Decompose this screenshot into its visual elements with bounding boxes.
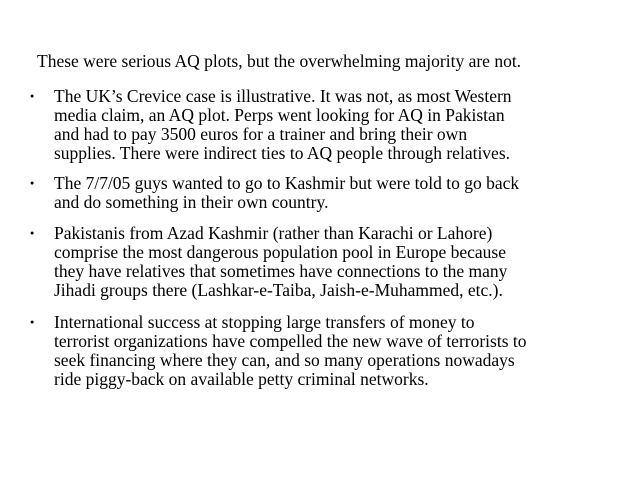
- bullet-line: and had to pay 3500 euros for a trainer and bring their own: [54, 124, 468, 144]
- bullet-line: seek financing where they can, and so many operations nowadays: [54, 350, 515, 370]
- bullet-text: [54, 174, 600, 212]
- bullet-item: [30, 313, 600, 389]
- bullet-text: [54, 224, 600, 300]
- intro-text: These were serious AQ plots, but the overwhelming majority are not.: [37, 51, 522, 71]
- bullet-item: [30, 224, 600, 300]
- bullet-dot-icon: ●: [30, 92, 35, 100]
- bullet-line: supplies. There were indirect ties to AQ people through relatives.: [54, 143, 511, 163]
- bullet-line: they have relatives that sometimes have connections to the many: [54, 261, 508, 281]
- bullet-line: terrorist organizations have compelled the new wave of terrorists to: [54, 331, 527, 351]
- bullet-item: [30, 87, 600, 163]
- bullet-line: Jihadi groups there (Lashkar-e-Taiba, Jaish-e-Muhammed, etc.).: [54, 280, 503, 300]
- bullet-item: [30, 174, 600, 212]
- bullet-line: The 7/7/05 guys wanted to go to Kashmir but were told to go back: [54, 173, 520, 193]
- bullet-line: International success at stopping large transfers of money to: [54, 312, 475, 332]
- bullet-line: media claim, an AQ plot. Perps went looking for AQ in Pakistan: [54, 105, 505, 125]
- bullet-line: Pakistanis from Azad Kashmir (rather than Karachi or Lahore): [54, 223, 493, 243]
- bullet-text: [54, 313, 600, 389]
- bullet-line: and do something in their own country.: [54, 192, 329, 212]
- bullet-line: ride piggy-back on available petty criminal networks.: [54, 369, 429, 389]
- bullet-line: comprise the most dangerous population pool in Europe because: [54, 242, 506, 262]
- bullet-dot-icon: ●: [30, 318, 35, 326]
- bullet-dot-icon: ●: [30, 229, 35, 237]
- bullet-line: The UK’s Crevice case is illustrative. It was not, as most Western: [54, 86, 512, 106]
- bullet-dot-icon: ●: [30, 179, 35, 187]
- bullet-text: [54, 87, 600, 163]
